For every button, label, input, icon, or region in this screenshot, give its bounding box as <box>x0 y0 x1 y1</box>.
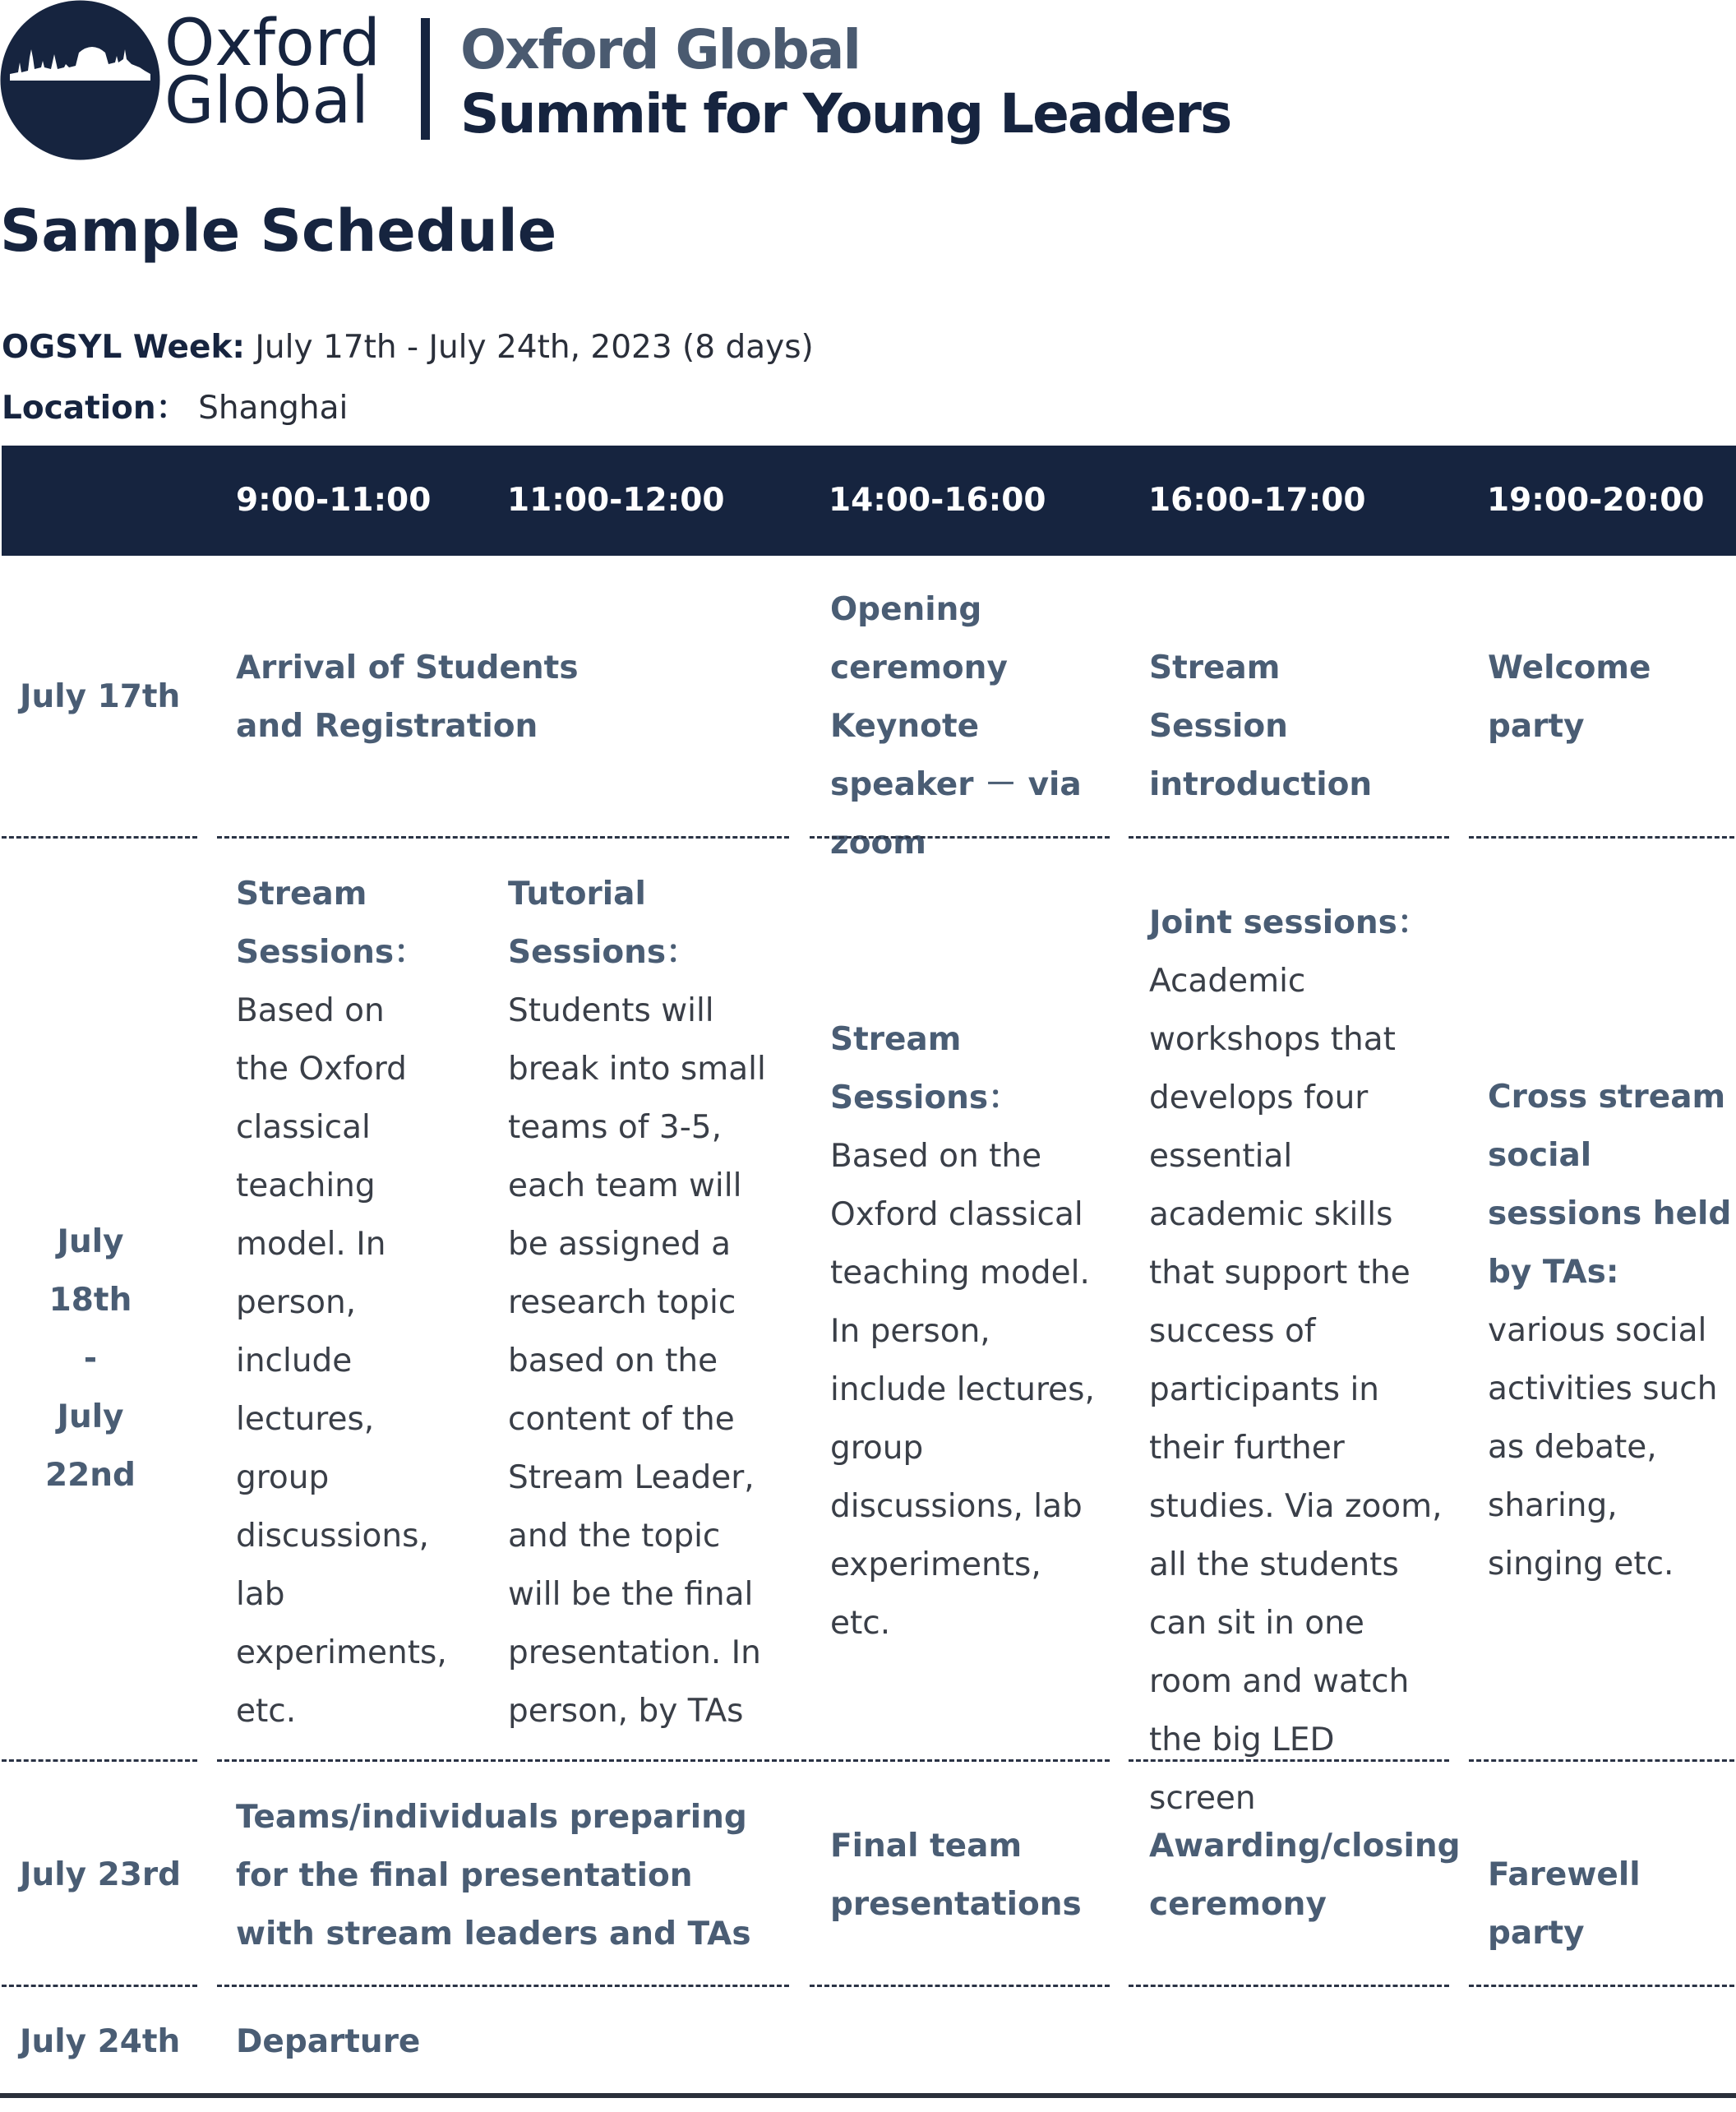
row1-welcome-cell <box>1488 639 1669 756</box>
oxford-skyline-logo-icon <box>0 0 160 160</box>
row2-cross-stream-cell <box>1488 1068 1734 1593</box>
summit-title <box>460 18 1230 146</box>
page-title: Sample Schedule <box>0 197 557 265</box>
week-line <box>2 329 814 366</box>
header-time-2: 11:00-12:00 <box>507 482 725 519</box>
header-time-1: 9:00-11:00 <box>236 482 432 519</box>
row-divider <box>1469 1759 1734 1762</box>
row-divider <box>1469 836 1734 839</box>
row2-cross-stream-title: Cross stream social sessions held by TAs: <box>1488 1079 1732 1291</box>
row-date-july-18-22 <box>12 1213 169 1504</box>
row2-stream-sessions-cell <box>236 865 447 1740</box>
row-divider <box>2 1985 197 1987</box>
date-end: July 22nd <box>45 1398 136 1494</box>
row4-departure-cell <box>236 2013 729 2071</box>
header-time-3: 14:00-16:00 <box>829 482 1046 519</box>
logo-wordmark <box>164 7 381 138</box>
row3-final-presentations-cell <box>830 1817 1101 1934</box>
row2-afternoon-stream-body: Based on the Oxford classical teaching model. In person, include lectures, group discussions, lab experiments, etc. <box>830 1138 1095 1642</box>
row2-joint-sessions-cell <box>1149 894 1445 1828</box>
row-divider <box>810 1985 1110 1987</box>
row1-stream-intro-text: Stream Session introduction <box>1149 649 1373 803</box>
header-time-4: 16:00-17:00 <box>1148 482 1366 519</box>
location-label: Location： <box>2 390 188 427</box>
row3-farewell-text: Farewell party <box>1488 1856 1641 1952</box>
row-divider <box>2 1759 197 1762</box>
row3-closing-ceremony-text: Awarding/closing ceremony <box>1149 1828 1461 1923</box>
row1-arrival-cell <box>236 639 622 756</box>
row2-cross-stream-body: various social activities such as debate, sharing, singing etc. <box>1488 1312 1718 1583</box>
header <box>0 0 1233 164</box>
location-line <box>2 382 348 428</box>
row2-tutorial-sessions-cell <box>508 865 779 1740</box>
row2-afternoon-stream-title: Stream Sessions： <box>830 1021 1021 1116</box>
header-time-5: 19:00-20:00 <box>1487 482 1705 519</box>
week-value: July 17th - July 24th, 2023 (8 days) <box>255 329 814 366</box>
row-date-july-23: July 23rd <box>20 1856 182 1893</box>
table-bottom-rule <box>0 2093 1736 2098</box>
row-date-july-24: July 24th <box>20 2023 181 2060</box>
schedule-header-row <box>2 446 1736 556</box>
location-value: Shanghai <box>198 390 349 427</box>
row1-opening-cell <box>830 580 1101 872</box>
row3-farewell-cell <box>1488 1846 1734 1962</box>
row-divider <box>217 1759 1110 1762</box>
row2-tutorial-body: Students will break into small teams of 3-5, each team will be assigned a research topic based on the content of the Stream Leader, and the topic will be the final presentation. In person, by TAs <box>508 992 766 1730</box>
row2-tutorial-title: Tutorial Sessions： <box>508 876 699 971</box>
row3-final-presentations-text: Final team presentations <box>830 1828 1082 1923</box>
row3-closing-ceremony-cell <box>1149 1817 1461 1934</box>
row2-stream-title: Stream Sessions： <box>236 876 427 971</box>
row3-preparing-cell <box>236 1788 778 1963</box>
summit-title-line-2: Summit for Young Leaders <box>460 82 1231 146</box>
row1-arrival-text: Arrival of Students and Registration <box>236 649 579 745</box>
row1-opening-text: Opening ceremony Keynote speaker － via zoom <box>830 591 1082 862</box>
row2-afternoon-stream-cell <box>830 1010 1106 1652</box>
row1-welcome-text: Welcome party <box>1488 649 1651 745</box>
logo-line-2: Global <box>164 64 369 138</box>
row-date-july-17: July 17th <box>20 678 181 715</box>
date-start: July 18th <box>48 1223 132 1319</box>
row-divider <box>1129 1985 1449 1987</box>
row1-stream-intro-cell <box>1149 639 1420 814</box>
row-divider <box>1469 1985 1734 1987</box>
row3-preparing-text: Teams/individuals preparing for the final presentation with stream leaders and TAs <box>236 1799 751 1953</box>
row2-joint-title: Joint sessions： <box>1149 904 1429 941</box>
row2-joint-body: Academic workshops that develops four essential academic skills that support the success of participants in their further studies. Via zoom, all the students can sit in one room and watch the big LED screen <box>1149 963 1443 1817</box>
row-divider <box>2 836 197 839</box>
row4-departure-text: Departure <box>236 2023 421 2060</box>
row-divider <box>1129 1759 1449 1762</box>
logo-line-1: Oxford <box>164 7 381 81</box>
row-divider <box>217 1985 789 1987</box>
week-label: OGSYL Week: <box>2 329 245 366</box>
summit-title-line-1: Oxford Global <box>460 18 861 81</box>
row-divider <box>217 836 789 839</box>
date-separator: - <box>83 1340 98 1377</box>
logo-divider <box>421 18 430 140</box>
row-divider <box>1129 836 1449 839</box>
row-divider <box>810 836 1110 839</box>
row2-stream-body: Based on the Oxford classical teaching model. In person, include lectures, group discussions, lab experiments, etc. <box>236 992 447 1730</box>
